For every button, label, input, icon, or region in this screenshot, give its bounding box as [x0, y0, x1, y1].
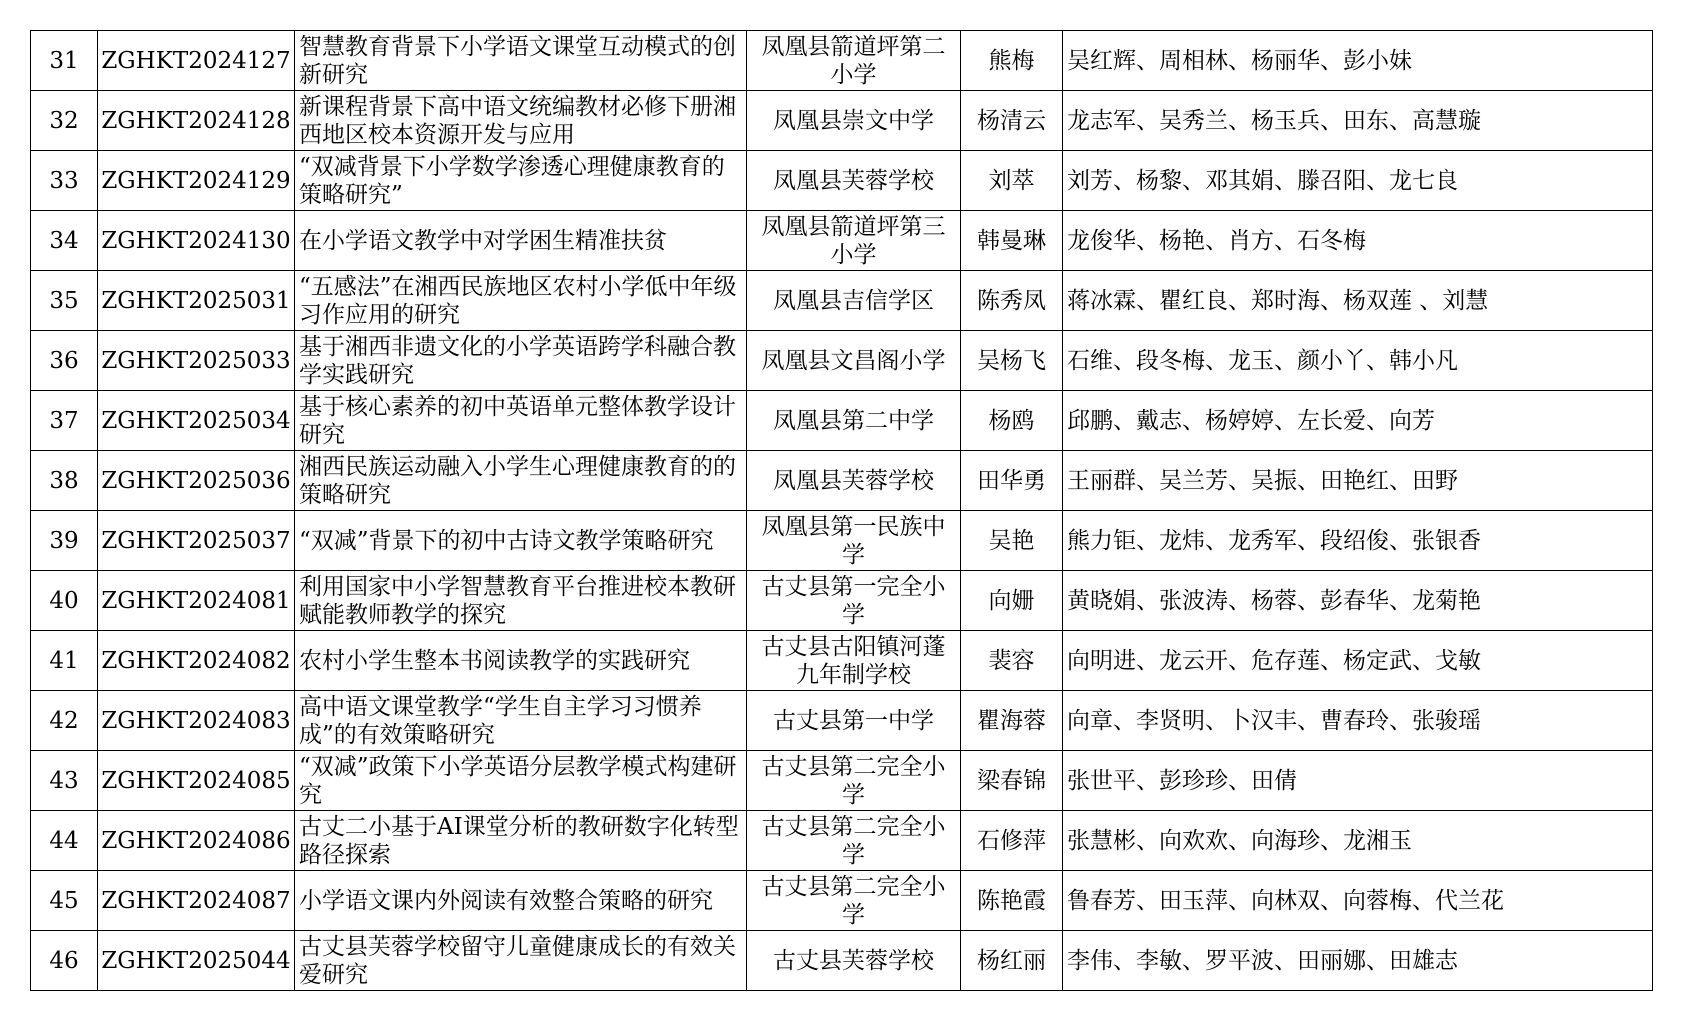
table-row — [31, 931, 1653, 991]
team-members: 向章、李贤明、卜汉丰、曹春玲、张骏瑶 — [1063, 691, 1653, 751]
team-members: 刘芳、杨黎、邓其娟、滕召阳、龙七良 — [1063, 151, 1653, 211]
row-number: 44 — [31, 811, 98, 871]
team-members: 熊力钜、龙炜、龙秀军、段绍俊、张银香 — [1063, 511, 1653, 571]
project-code: ZGHKT2024130 — [98, 211, 295, 271]
row-number: 46 — [31, 931, 98, 991]
project-code: ZGHKT2025033 — [98, 331, 295, 391]
project-leader: 向姗 — [961, 571, 1063, 631]
row-number: 38 — [31, 451, 98, 511]
school-unit: 古丈县芙蓉学校 — [747, 931, 961, 991]
table-row — [31, 631, 1653, 691]
project-code: ZGHKT2024082 — [98, 631, 295, 691]
team-members: 石维、段冬梅、龙玉、颜小丫、韩小凡 — [1063, 331, 1653, 391]
school-unit: 凤凰县吉信学区 — [747, 271, 961, 331]
project-code: ZGHKT2024129 — [98, 151, 295, 211]
row-number: 37 — [31, 391, 98, 451]
school-unit: 古丈县第一中学 — [747, 691, 961, 751]
row-number: 39 — [31, 511, 98, 571]
school-unit: 凤凰县文昌阁小学 — [747, 331, 961, 391]
project-code: ZGHKT2024128 — [98, 91, 295, 151]
row-number: 35 — [31, 271, 98, 331]
team-members: 龙志军、吴秀兰、杨玉兵、田东、高慧璇 — [1063, 91, 1653, 151]
project-code: ZGHKT2025036 — [98, 451, 295, 511]
project-title: 新课程背景下高中语文统编教材必修下册湘西地区校本资源开发与应用 — [295, 91, 747, 151]
project-code: ZGHKT2024087 — [98, 871, 295, 931]
project-leader: 梁春锦 — [961, 751, 1063, 811]
project-title: 古丈二小基于AI课堂分析的教研数字化转型路径探索 — [295, 811, 747, 871]
table-row — [31, 271, 1653, 331]
project-code: ZGHKT2024083 — [98, 691, 295, 751]
project-title: 高中语文课堂教学“学生自主学习习惯养成”的有效策略研究 — [295, 691, 747, 751]
project-title: 基于核心素养的初中英语单元整体教学设计研究 — [295, 391, 747, 451]
project-title: “五感法”在湘西民族地区农村小学低中年级习作应用的研究 — [295, 271, 747, 331]
table-row — [31, 391, 1653, 451]
project-leader: 陈艳霞 — [961, 871, 1063, 931]
project-title: 古丈县芙蓉学校留守儿童健康成长的有效关爱研究 — [295, 931, 747, 991]
project-table — [30, 30, 1653, 991]
team-members: 邱鹏、戴志、杨婷婷、左长爱、向芳 — [1063, 391, 1653, 451]
table-row — [31, 751, 1653, 811]
row-number: 32 — [31, 91, 98, 151]
school-unit: 凤凰县崇文中学 — [747, 91, 961, 151]
project-title: 小学语文课内外阅读有效整合策略的研究 — [295, 871, 747, 931]
project-code: ZGHKT2025037 — [98, 511, 295, 571]
school-unit: 凤凰县箭道坪第二小学 — [747, 31, 961, 91]
team-members: 李伟、李敏、罗平波、田丽娜、田雄志 — [1063, 931, 1653, 991]
project-code: ZGHKT2024081 — [98, 571, 295, 631]
school-unit: 凤凰县第一民族中学 — [747, 511, 961, 571]
team-members: 吴红辉、周相林、杨丽华、彭小妹 — [1063, 31, 1653, 91]
project-code: ZGHKT2024085 — [98, 751, 295, 811]
project-leader: 杨红丽 — [961, 931, 1063, 991]
table-row — [31, 511, 1653, 571]
table-row — [31, 811, 1653, 871]
project-code: ZGHKT2024127 — [98, 31, 295, 91]
project-title: “双减”背景下的初中古诗文教学策略研究 — [295, 511, 747, 571]
row-number: 31 — [31, 31, 98, 91]
school-unit: 古丈县第一完全小学 — [747, 571, 961, 631]
school-unit: 凤凰县芙蓉学校 — [747, 451, 961, 511]
project-leader: 刘萃 — [961, 151, 1063, 211]
row-number: 33 — [31, 151, 98, 211]
table-row — [31, 91, 1653, 151]
project-code: ZGHKT2025044 — [98, 931, 295, 991]
team-members: 张慧彬、向欢欢、向海珍、龙湘玉 — [1063, 811, 1653, 871]
table-row — [31, 151, 1653, 211]
project-leader: 瞿海蓉 — [961, 691, 1063, 751]
row-number: 36 — [31, 331, 98, 391]
project-leader: 吴杨飞 — [961, 331, 1063, 391]
project-title: 农村小学生整本书阅读教学的实践研究 — [295, 631, 747, 691]
school-unit: 古丈县第二完全小学 — [747, 811, 961, 871]
row-number: 40 — [31, 571, 98, 631]
table-row — [31, 211, 1653, 271]
school-unit: 古丈县古阳镇河蓬九年制学校 — [747, 631, 961, 691]
team-members: 王丽群、吴兰芳、吴振、田艳红、田野 — [1063, 451, 1653, 511]
team-members: 张世平、彭珍珍、田倩 — [1063, 751, 1653, 811]
row-number: 42 — [31, 691, 98, 751]
table-row — [31, 871, 1653, 931]
row-number: 34 — [31, 211, 98, 271]
table-row — [31, 451, 1653, 511]
team-members: 鲁春芳、田玉萍、向林双、向蓉梅、代兰花 — [1063, 871, 1653, 931]
team-members: 龙俊华、杨艳、肖方、石冬梅 — [1063, 211, 1653, 271]
project-leader: 陈秀凤 — [961, 271, 1063, 331]
team-members: 向明进、龙云开、危存莲、杨定武、戈敏 — [1063, 631, 1653, 691]
project-code: ZGHKT2024086 — [98, 811, 295, 871]
project-leader: 石修萍 — [961, 811, 1063, 871]
project-leader: 吴艳 — [961, 511, 1063, 571]
project-leader: 田华勇 — [961, 451, 1063, 511]
project-leader: 杨鸥 — [961, 391, 1063, 451]
table-row — [31, 31, 1653, 91]
table-row — [31, 331, 1653, 391]
project-leader: 裴容 — [961, 631, 1063, 691]
project-code: ZGHKT2025034 — [98, 391, 295, 451]
project-title: 智慧教育背景下小学语文课堂互动模式的创新研究 — [295, 31, 747, 91]
project-title: “双减背景下小学数学渗透心理健康教育的策略研究” — [295, 151, 747, 211]
school-unit: 凤凰县第二中学 — [747, 391, 961, 451]
project-title: 湘西民族运动融入小学生心理健康教育的的策略研究 — [295, 451, 747, 511]
team-members: 蒋冰霖、瞿红良、郑时海、杨双莲 、刘慧 — [1063, 271, 1653, 331]
school-unit: 古丈县第二完全小学 — [747, 871, 961, 931]
project-title: 在小学语文教学中对学困生精准扶贫 — [295, 211, 747, 271]
project-code: ZGHKT2025031 — [98, 271, 295, 331]
project-leader: 熊梅 — [961, 31, 1063, 91]
table-body — [31, 31, 1653, 991]
table-row — [31, 571, 1653, 631]
school-unit: 凤凰县箭道坪第三小学 — [747, 211, 961, 271]
school-unit: 凤凰县芙蓉学校 — [747, 151, 961, 211]
table-row — [31, 691, 1653, 751]
project-leader: 杨清云 — [961, 91, 1063, 151]
team-members: 黄晓娟、张波涛、杨蓉、彭春华、龙菊艳 — [1063, 571, 1653, 631]
project-title: 基于湘西非遗文化的小学英语跨学科融合教学实践研究 — [295, 331, 747, 391]
project-title: 利用国家中小学智慧教育平台推进校本教研赋能教师教学的探究 — [295, 571, 747, 631]
project-title: “双减”政策下小学英语分层教学模式构建研究 — [295, 751, 747, 811]
row-number: 45 — [31, 871, 98, 931]
row-number: 41 — [31, 631, 98, 691]
project-leader: 韩曼琳 — [961, 211, 1063, 271]
row-number: 43 — [31, 751, 98, 811]
school-unit: 古丈县第二完全小学 — [747, 751, 961, 811]
